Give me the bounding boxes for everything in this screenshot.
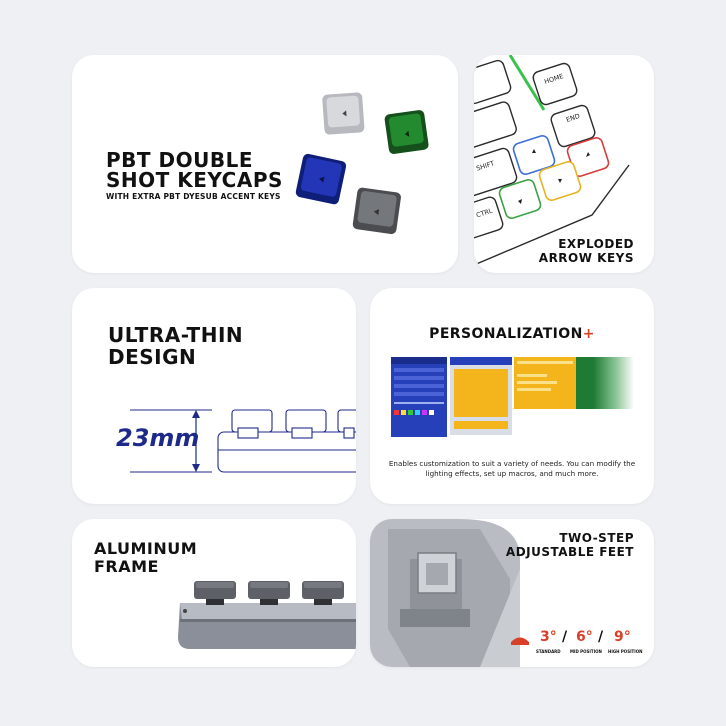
plus-icon: +: [582, 326, 595, 342]
key-ctrl-label: CTRL: [475, 206, 494, 220]
key-shift-label: SHIFT: [475, 159, 496, 173]
angle-3-value: 3°: [540, 629, 557, 645]
software-panel-dialog: [450, 357, 512, 435]
blue-keycap: [295, 153, 347, 205]
tilt-angle-icon: [510, 633, 530, 647]
software-panel-green: [576, 357, 634, 409]
angle-9-label: HIGH POSITION: [608, 649, 643, 654]
angle-9-value: 9°: [614, 629, 631, 645]
panel-blue-header: [391, 357, 447, 364]
ultra-thin-title-line2: DESIGN: [108, 345, 197, 369]
aluminum-frame-illustration: [72, 519, 356, 667]
keycaps-subtitle: WITH EXTRA PBT DYESUB ACCENT KEYS: [106, 192, 281, 201]
panel-yellow-row: [517, 374, 547, 377]
angle-6-label: MID POSITION: [570, 649, 602, 654]
angle-6-value: 6°: [576, 629, 593, 645]
panel-yellow-row: [517, 381, 557, 384]
personalization-title-text: PERSONALIZATION: [429, 326, 583, 342]
aluminum-title-line2: FRAME: [94, 557, 159, 576]
panel-blue-row: [394, 384, 444, 388]
panel-blue-row: [394, 376, 444, 380]
thickness-measurement: 23mm: [116, 424, 200, 452]
keycaps-card: [72, 55, 458, 273]
feet-title-line2: ADJUSTABLE FEET: [505, 545, 634, 559]
arrow-keys-label-line1: EXPLODED: [558, 237, 634, 251]
key-home-label: HOME: [543, 72, 565, 86]
ultra-thin-title-line1: ULTRA-THIN: [108, 323, 244, 347]
panel-blue-swatches: [394, 410, 444, 415]
personalization-card: [370, 288, 654, 504]
panel-blue-slider: [394, 402, 444, 404]
ultra-thin-card: [72, 288, 356, 504]
dark-gray-keycap: [352, 187, 401, 235]
adjustable-feet-card: [370, 519, 654, 667]
personalization-title: [370, 326, 654, 342]
angle-3-label: STANDARD: [536, 649, 561, 654]
panel-blue-row: [394, 392, 444, 396]
panel-dialog-body: [454, 369, 508, 417]
aluminum-frame-card: [72, 519, 356, 667]
key-end-label: END: [565, 112, 581, 124]
keycaps-title-line2: SHOT KEYCAPS: [106, 168, 283, 192]
panel-dialog-footer: [454, 421, 508, 429]
panel-yellow-row: [517, 361, 573, 364]
angle-separator: /: [562, 629, 568, 645]
green-keycap: [384, 109, 429, 154]
arrow-keys-card: [474, 55, 654, 273]
arrow-keys-label-line2: ARROW KEYS: [538, 251, 634, 265]
panel-dialog-header: [450, 357, 512, 365]
personalization-description-line2: lighting effects, set up macros, and much more.: [425, 469, 599, 478]
keycaps-title-line1: PBT DOUBLE: [106, 148, 254, 172]
angle-row: [508, 627, 648, 663]
keycaps-illustration: [72, 55, 458, 273]
angle-separator: /: [598, 629, 604, 645]
software-panel-yellow: [514, 357, 576, 409]
feet-title-line1: TWO-STEP: [559, 531, 634, 545]
thin-profile-illustration: [72, 288, 356, 504]
software-panel-blue: [391, 357, 447, 437]
panel-blue-row: [394, 368, 444, 372]
aluminum-title-line1: ALUMINUM: [94, 539, 198, 558]
panel-yellow-row: [517, 388, 551, 391]
light-gray-keycap: [322, 92, 365, 135]
personalization-description-line1: Enables customization to suit a variety of needs. You can modify the: [388, 459, 636, 468]
